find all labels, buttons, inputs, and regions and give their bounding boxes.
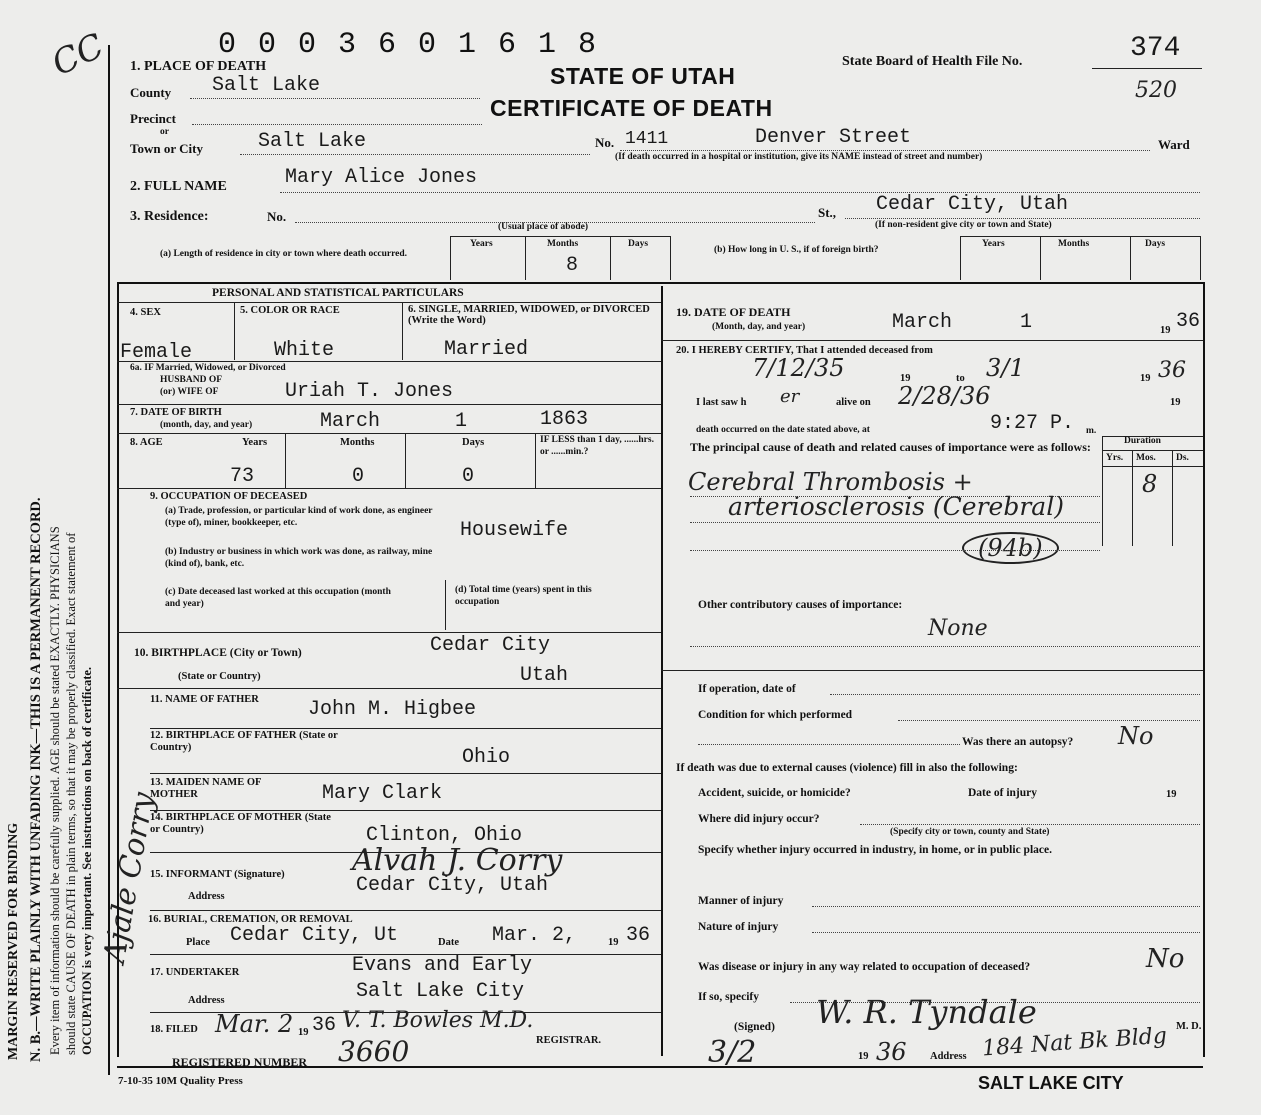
autopsy-label: Was there an autopsy? — [962, 736, 1074, 748]
death-year-prefix: 19 — [1160, 325, 1171, 336]
filed-year-prefix: 19 — [298, 1027, 309, 1038]
mother-birthplace: Clinton, Ohio — [366, 824, 523, 847]
us-years-label: Years — [982, 239, 1005, 249]
birthplace-city: Cedar City — [430, 634, 551, 657]
external-causes-label: If death was due to external causes (violence) fill in also the following: — [676, 762, 1018, 774]
sex-value: Female — [120, 341, 193, 364]
less-than-day-label: IF LESS than 1 day, ......hrs. or ......min.? — [540, 435, 654, 457]
street-value: Denver Street — [755, 126, 912, 149]
file-number: 374 — [1130, 33, 1181, 64]
death-day: 1 — [1020, 311, 1033, 334]
father-value: John M. Higbee — [308, 698, 477, 721]
cause-1: Cerebral Thrombosis + — [688, 468, 973, 496]
dob-year: 1863 — [540, 408, 589, 431]
us-days-label: Days — [1145, 239, 1166, 249]
abode-note: (Usual place of abode) — [498, 222, 588, 232]
county-label: County — [130, 85, 172, 100]
death-year: 36 — [1176, 310, 1201, 333]
birthplace-label: 10. BIRTHPLACE (City or Town) — [134, 647, 302, 659]
sex-label: 4. SEX — [130, 307, 161, 318]
occupation-a-label: (a) Trade, profession, or particular kind of work done, as engineer (type of), miner, bookkeeper, etc. — [165, 506, 433, 528]
sign-year: 36 — [876, 1038, 907, 1066]
full-name-label: 2. FULL NAME — [130, 179, 227, 194]
death-time: 9:27 P. — [990, 412, 1075, 435]
color-value: White — [274, 339, 335, 362]
physician-signature: W. R. Tyndale — [816, 993, 1037, 1031]
burial-year: 36 — [626, 924, 651, 947]
ward-label: Ward — [1158, 137, 1190, 152]
dob-day: 1 — [455, 410, 468, 433]
duration-mos-label: Mos. — [1136, 453, 1156, 463]
operation-label: If operation, date of — [698, 683, 796, 695]
town-value: Salt Lake — [258, 130, 367, 153]
nature-label: Nature of injury — [698, 921, 779, 933]
cause-label: The principal cause of death and related causes of importance were as follows: — [690, 440, 1091, 454]
filed-year: 36 — [312, 1014, 337, 1037]
md-label: M. D. — [1176, 1021, 1202, 1032]
sign-year-prefix: 19 — [858, 1051, 869, 1062]
dob-label: 7. DATE OF BIRTH — [130, 407, 222, 418]
burial-date: Mar. 2, — [492, 924, 577, 947]
foreign-birth-label: (b) How long in U. S., if of foreign birth? — [714, 245, 879, 255]
spouse-value: Uriah T. Jones — [285, 380, 454, 403]
age-label: 8. AGE — [130, 437, 163, 448]
mother-label: 13. MAIDEN NAME OF MOTHER — [150, 777, 262, 800]
informant-signature: Alvah J. Corry — [352, 843, 563, 878]
certify-label: 20. I HEREBY CERTIFY, That I attended deceased from — [676, 345, 933, 356]
res-years-label: Years — [470, 239, 493, 249]
duration-ds-label: Ds. — [1176, 453, 1189, 463]
street-number: 1411 — [625, 129, 669, 149]
burial-year-prefix: 19 — [608, 937, 619, 948]
to-year-prefix: 19 — [1140, 373, 1151, 384]
occupation-related-label: Was disease or injury in any way related to occupation of deceased? — [698, 961, 1031, 973]
injury-date-label: Date of injury — [968, 787, 1037, 799]
father-birthplace: Ohio — [462, 746, 511, 769]
from-year-prefix: 19 — [900, 373, 911, 384]
occupation-label: 9. OCCUPATION OF DECEASED — [150, 491, 308, 502]
residence-st-label: St., — [818, 205, 837, 220]
cause-code: (94b) — [962, 532, 1059, 564]
accident-label: Accident, suicide, or homicide? — [698, 787, 851, 799]
residence-label: 3. Residence: — [130, 209, 209, 224]
to-label: to — [956, 373, 965, 384]
street-number-label: No. — [595, 135, 615, 150]
full-name: Mary Alice Jones — [285, 166, 478, 189]
registered-number: 3660 — [338, 1035, 410, 1068]
margin-instruction-1: N. B.—WRITE PLAINLY WITH UNFADING INK—THIS IS A PERMANENT RECORD. — [28, 497, 44, 1062]
death-time-m: m. — [1086, 426, 1097, 436]
occupation-d-label: (d) Total time (years) spent in this occupation — [455, 585, 592, 607]
undertaker-address: Salt Lake City — [356, 980, 525, 1003]
filed-date: Mar. 2 — [215, 1010, 294, 1038]
side-signature: Ajale Corry — [97, 789, 162, 966]
specify-industry-label: Specify whether injury occurred in industry, in home, or in public place. — [698, 844, 1052, 856]
informant-address-label: Address — [188, 891, 225, 902]
spouse-label-1: 6a. IF Married, Widowed, or Divorced — [130, 363, 286, 373]
county-value: Salt Lake — [212, 74, 321, 97]
duration-label: Duration — [1124, 436, 1161, 446]
residence-value: Cedar City, Utah — [876, 193, 1069, 216]
registrar-signature: V. T. Bowles M.D. — [342, 1008, 534, 1033]
undertaker-label: 17. UNDERTAKER — [150, 967, 240, 978]
registrar-label: REGISTRAR. — [536, 1035, 602, 1046]
attended-to-date: 3/1 — [986, 354, 1025, 382]
death-occurred-label: death occurred on the date stated above, at — [696, 425, 870, 435]
age-months-label: Months — [340, 437, 375, 448]
residence-length-label: (a) Length of residence in city or town where death occurred. — [160, 249, 408, 259]
duration-months-value: 8 — [1142, 470, 1158, 498]
undertaker-address-label: Address — [188, 995, 225, 1006]
informant-label: 15. INFORMANT (Signature) — [150, 869, 285, 880]
specify-city-label: (Specify city or town, county and State) — [890, 827, 1050, 837]
father-birthplace-label: 12. BIRTHPLACE OF FATHER (State or Country) — [150, 730, 338, 753]
burial-place-label: Place — [186, 937, 210, 948]
cause-2: arteriosclerosis (Cerebral) — [728, 492, 1064, 521]
res-months-label: Months — [547, 239, 579, 249]
last-saw-label: I last saw h — [696, 397, 747, 408]
age-days-label: Days — [462, 437, 485, 448]
town-label: Town or City — [130, 141, 203, 156]
birthplace-state: Utah — [520, 664, 569, 687]
age-years: 73 — [230, 465, 255, 488]
where-injury-label: Where did injury occur? — [698, 813, 820, 825]
last-saw-her: er — [780, 386, 800, 407]
file-number-label: State Board of Health File No. — [842, 54, 1023, 69]
nonresident-note: (If non-resident give city or town and State) — [875, 220, 1052, 230]
burial-label: 16. BURIAL, CREMATION, OR REMOVAL — [148, 914, 353, 925]
sign-date: 3/2 — [708, 1035, 757, 1070]
personal-heading: PERSONAL AND STATISTICAL PARTICULARS — [212, 287, 464, 299]
birthplace-state-label: (State or Country) — [178, 671, 261, 682]
occupation-c-label: (c) Date deceased last worked at this occupation (month and year) — [165, 587, 391, 609]
burial-date-label: Date — [438, 937, 459, 948]
condition-label: Condition for which performed — [698, 709, 853, 721]
attended-to-year: 36 — [1158, 358, 1186, 383]
margin-instruction-2: Every item of information should be carefully supplied. AGE should be stated EXACTLY. PHYSICIANS — [48, 526, 62, 1055]
certificate-title: CERTIFICATE OF DEATH — [490, 95, 773, 121]
spouse-label-3: (or) WIFE OF — [160, 387, 219, 397]
marital-label: 6. SINGLE, MARRIED, WIDOWED, or DIVORCED (Write the Word) — [408, 304, 650, 326]
attended-from-date: 7/12/35 — [752, 354, 845, 382]
injury-year-prefix: 19 — [1166, 789, 1177, 800]
precinct-label: Precinct — [130, 111, 176, 126]
duration-yrs-label: Yrs. — [1106, 453, 1124, 463]
spouse-label-2: HUSBAND OF — [160, 375, 223, 385]
autopsy-value: No — [1118, 722, 1154, 750]
registered-number-label: REGISTERED NUMBER — [172, 1055, 308, 1069]
res-months-value: 8 — [566, 254, 579, 277]
margin-reserved-text: MARGIN RESERVED FOR BINDING — [6, 822, 21, 1060]
signed-label: (Signed) — [734, 1021, 775, 1033]
state-heading: STATE OF UTAH — [550, 63, 736, 89]
undertaker-value: Evans and Early — [352, 954, 533, 977]
alive-year-prefix: 19 — [1170, 397, 1181, 408]
filed-label: 18. FILED — [150, 1024, 198, 1035]
dob-month: March — [320, 410, 381, 433]
age-months: 0 — [352, 465, 365, 488]
us-months-label: Months — [1058, 239, 1090, 249]
res-days-label: Days — [628, 239, 649, 249]
if-so-label: If so, specify — [698, 991, 760, 1003]
corner-mark: CC — [45, 25, 111, 85]
physician-address: 184 Nat Bk Bldg — [981, 1023, 1168, 1062]
residence-no-label: No. — [267, 209, 287, 224]
color-label: 5. COLOR OR RACE — [240, 305, 340, 316]
date-of-death-label: 19. DATE OF DEATH — [676, 305, 791, 319]
mother-value: Mary Clark — [322, 782, 443, 805]
hospital-note: (If death occurred in a hospital or institution, give its NAME instead of street and number) — [615, 152, 983, 162]
dob-sub-label: (month, day, and year) — [160, 420, 253, 430]
mother-birthplace-label: 14. BIRTHPLACE OF MOTHER (State or Country) — [150, 812, 331, 835]
alive-on-date: 2/28/36 — [898, 382, 991, 410]
burial-place: Cedar City, Ut — [230, 924, 399, 947]
or-label: or — [160, 127, 169, 137]
occupation-related-value: No — [1146, 944, 1185, 974]
file-number-2: 520 — [1135, 78, 1177, 103]
print-line: 7-10-35 10M Quality Press — [118, 1075, 243, 1087]
footer-city: SALT LAKE CITY — [978, 1073, 1124, 1093]
place-of-death-heading: 1. PLACE OF DEATH — [130, 59, 267, 74]
age-days: 0 — [462, 465, 475, 488]
father-label: 11. NAME OF FATHER — [150, 694, 259, 705]
other-causes-value: None — [928, 616, 988, 641]
certificate-stamp-number: 0 0 0 3 6 0 1 6 1 8 — [218, 28, 599, 62]
marital-value: Married — [444, 338, 529, 361]
physician-address-label: Address — [930, 1051, 967, 1062]
margin-instruction-3: should state CAUSE OF DEATH in plain terms, so that it may be properly classified. Exact statement of — [64, 532, 78, 1055]
death-month: March — [892, 311, 953, 334]
informant-address: Cedar City, Utah — [356, 874, 549, 897]
date-of-death-sub: (Month, day, and year) — [712, 322, 806, 332]
occupation-b-label: (b) Industry or business in which work was done, as railway, mine (kind of), bank, etc. — [165, 547, 433, 569]
alive-on-label: alive on — [836, 397, 871, 408]
manner-label: Manner of injury — [698, 895, 784, 907]
margin-instruction-4: OCCUPATION is very important. See instructions on back of certificate. — [80, 666, 94, 1055]
age-years-label: Years — [242, 437, 268, 448]
other-causes-label: Other contributory causes of importance: — [698, 599, 903, 611]
occupation-value: Housewife — [460, 519, 569, 542]
